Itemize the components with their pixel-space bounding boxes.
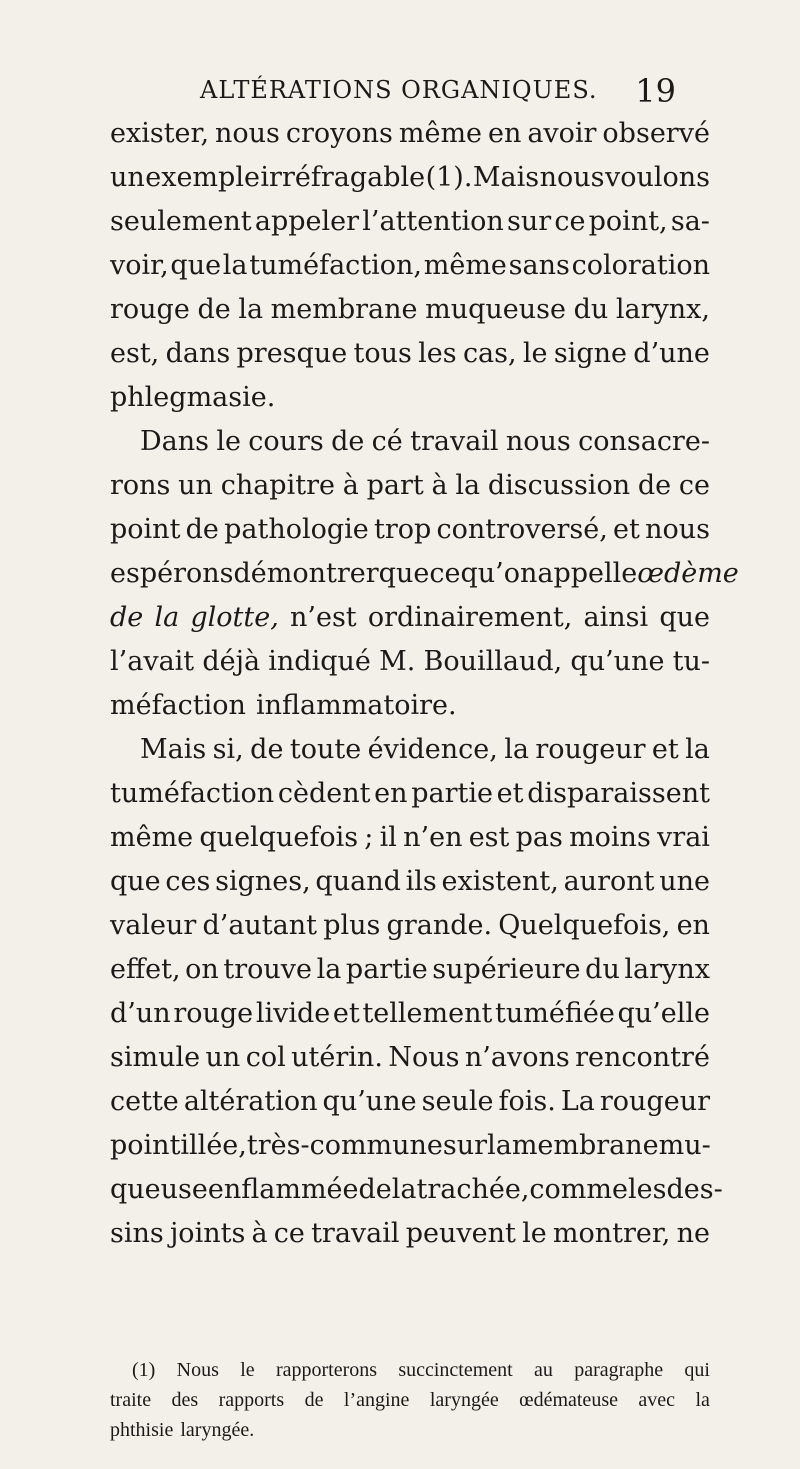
word: signe: [553, 338, 627, 369]
word: si,: [212, 734, 244, 765]
word: avoir: [527, 118, 597, 149]
word: sa-: [670, 206, 710, 237]
word: de: [358, 1174, 392, 1205]
word: même: [398, 118, 483, 149]
text-line: [110, 640, 710, 684]
word: que: [378, 558, 430, 589]
word: presque: [236, 338, 348, 369]
word: et: [613, 514, 640, 545]
word: discussion: [487, 470, 631, 501]
word: déjà: [202, 646, 261, 677]
word: traite: [110, 1389, 152, 1411]
word: muqueuse: [425, 294, 566, 325]
text-line: [110, 596, 710, 640]
body-text: [110, 112, 739, 1256]
word: auront: [563, 866, 655, 897]
word: la: [685, 734, 710, 765]
word: évidence,: [367, 734, 498, 765]
text-line: [110, 1036, 710, 1080]
word: tu-: [672, 646, 710, 677]
word: observé: [602, 118, 710, 149]
word: altération: [183, 1086, 318, 1117]
word: cèdent: [277, 778, 371, 809]
word: la: [455, 470, 481, 501]
footnote: [110, 1355, 710, 1445]
text-line: [110, 332, 710, 376]
text-line: [110, 552, 739, 596]
word: œdémateuse: [519, 1389, 618, 1411]
word: n’avons: [464, 1042, 570, 1073]
word: de: [304, 1389, 324, 1411]
word: peuvent: [405, 1218, 516, 1249]
word: les: [418, 338, 457, 369]
word: et: [651, 734, 679, 765]
word: comme: [529, 1174, 628, 1205]
word: utérin.: [291, 1042, 383, 1073]
word: l’avait: [110, 646, 195, 677]
word: même: [423, 250, 507, 281]
word: (1): [132, 1359, 156, 1381]
word: trouve: [223, 954, 313, 985]
text-line: [110, 508, 710, 552]
word: quand: [315, 866, 401, 897]
word: partie: [411, 778, 493, 809]
word: rons: [110, 470, 171, 501]
word: laryngée: [429, 1389, 499, 1411]
word: d’une: [633, 338, 710, 369]
text-line: [110, 112, 710, 156]
page-header: [0, 70, 800, 110]
word: voir,: [110, 250, 169, 281]
word: Nous: [388, 1042, 460, 1073]
word: la: [504, 734, 529, 765]
word: que: [659, 602, 710, 633]
word: ce: [554, 206, 586, 237]
word: en: [676, 910, 710, 941]
word: chapitre: [220, 470, 335, 501]
word: moins: [569, 822, 651, 853]
word: que: [170, 250, 222, 281]
text-line: [110, 948, 710, 992]
word: la: [316, 954, 342, 985]
text-line: [110, 1168, 723, 1212]
word: n’en: [403, 822, 463, 853]
word: point: [110, 514, 181, 545]
word: de: [197, 294, 231, 325]
word: sins: [110, 1218, 164, 1249]
word: ils: [405, 866, 437, 897]
word: nous: [645, 514, 710, 545]
text-line: [110, 1080, 710, 1124]
word: partie: [345, 954, 428, 985]
text-line: [110, 200, 710, 244]
word: montrer,: [552, 1218, 671, 1249]
word: un: [110, 162, 145, 193]
word: espérons: [110, 558, 234, 589]
word: valeur: [110, 910, 197, 941]
paragraph: [110, 112, 710, 420]
word: effet,: [110, 954, 181, 985]
word: cé: [371, 426, 403, 457]
word: rapports: [218, 1389, 285, 1411]
word: enflammée: [207, 1174, 359, 1205]
word: l’angine: [343, 1389, 410, 1411]
word: tuméfaction: [110, 778, 275, 809]
text-line: [110, 420, 710, 464]
word: qu’une: [570, 646, 665, 677]
text-line: [110, 772, 710, 816]
word: le: [216, 426, 241, 457]
word: trachée,: [416, 1174, 530, 1205]
word: grande.: [386, 910, 493, 941]
word: tuméfiée: [495, 998, 615, 1029]
text-line: [110, 860, 710, 904]
word: mu-: [658, 1130, 711, 1161]
word: il: [379, 822, 397, 853]
word: pointillée,: [110, 1130, 247, 1161]
word: appelle: [537, 558, 638, 589]
text-line: [110, 244, 710, 288]
word: pathologie: [224, 514, 369, 545]
word: des: [171, 1389, 199, 1411]
word: travail: [311, 1218, 400, 1249]
word: des-: [666, 1174, 723, 1205]
word: seule: [421, 1086, 494, 1117]
word: cas,: [462, 338, 517, 369]
word: dans: [165, 338, 231, 369]
word: nous: [539, 162, 605, 193]
word: sans: [508, 250, 570, 281]
text-line: [110, 992, 710, 1036]
text-line: [110, 816, 710, 860]
word: on: [185, 954, 219, 985]
word: méfaction: [110, 690, 246, 721]
word: rapporterons: [275, 1359, 378, 1381]
word: exemple: [145, 162, 260, 193]
word: du: [585, 954, 620, 985]
word: très-commune: [246, 1130, 443, 1161]
word: rencontré: [575, 1042, 710, 1073]
word: appeler: [254, 206, 360, 237]
word: supérieure: [432, 954, 581, 985]
text-line: [110, 728, 710, 772]
text-line: [110, 376, 710, 420]
word: est,: [110, 338, 160, 369]
word: phthisie: [110, 1419, 174, 1441]
word: cours: [248, 426, 324, 457]
word: point,: [588, 206, 668, 237]
word: laryngée.: [180, 1419, 255, 1441]
word: n’est: [290, 602, 357, 633]
word: Mais: [472, 162, 540, 193]
word: le: [522, 338, 548, 369]
word: irréfragable: [260, 162, 426, 193]
word: une: [659, 866, 710, 897]
word: de: [110, 602, 144, 633]
word: tellement: [362, 998, 493, 1029]
word: ce: [429, 558, 461, 589]
word: coloration: [571, 250, 710, 281]
word: Mais: [140, 734, 207, 765]
word: de: [250, 734, 284, 765]
word: du: [573, 294, 609, 325]
word: nous: [215, 118, 280, 149]
word: le: [240, 1359, 255, 1381]
word: à: [342, 470, 359, 501]
word: seulement: [110, 206, 252, 237]
word: Nous: [176, 1359, 219, 1381]
word: queuse: [110, 1174, 208, 1205]
text-line: [110, 464, 710, 508]
word: cette: [110, 1086, 179, 1117]
word: la: [487, 1130, 512, 1161]
word: à: [431, 470, 448, 501]
word: la: [695, 1389, 710, 1411]
word: même: [110, 822, 194, 853]
text-line: [110, 1124, 710, 1168]
word: plus: [323, 910, 381, 941]
word: Quelquefois,: [498, 910, 671, 941]
word: col: [245, 1042, 286, 1073]
word: ainsi: [583, 602, 649, 633]
word: ce: [273, 1218, 305, 1249]
word: M.: [379, 646, 416, 677]
word: existent,: [441, 866, 559, 897]
text-line: [110, 288, 710, 332]
word: rougeur: [599, 1086, 710, 1117]
word: travail: [410, 426, 499, 457]
paragraph: [110, 728, 723, 1256]
word: de: [331, 426, 365, 457]
page-number: 19: [635, 72, 676, 110]
word: à: [251, 1218, 268, 1249]
word: sur: [442, 1130, 488, 1161]
word: ;: [364, 822, 374, 853]
word: voulons: [604, 162, 710, 193]
word: un: [178, 470, 213, 501]
word: qu’on: [460, 558, 538, 589]
word: phlegmasie.: [110, 382, 276, 413]
word: la: [391, 1174, 417, 1205]
footnote-line: [110, 1415, 710, 1445]
word: avec: [638, 1389, 676, 1411]
word: part: [366, 470, 424, 501]
word: rouge: [173, 998, 254, 1029]
word: La: [560, 1086, 595, 1117]
word: toute: [289, 734, 362, 765]
word: controversé,: [436, 514, 608, 545]
word: l’attention: [362, 206, 504, 237]
word: qu’une: [322, 1086, 417, 1117]
word: d’un: [110, 998, 171, 1029]
word: sur: [506, 206, 552, 237]
word: croyons: [285, 118, 393, 149]
word: quelquefois: [199, 822, 359, 853]
word: qui: [684, 1359, 710, 1381]
word: ordinairement,: [367, 602, 573, 633]
word: pas: [515, 822, 563, 853]
word: joints: [169, 1218, 246, 1249]
word: succinctement: [398, 1359, 513, 1381]
footnote-line: [110, 1355, 710, 1385]
running-title: ALTÉRATIONS ORGANIQUES.: [200, 76, 598, 104]
text-line: [110, 684, 710, 728]
word: œdème: [637, 558, 739, 589]
word: Dans: [140, 426, 209, 457]
word: indiqué: [268, 646, 371, 677]
word: et: [496, 778, 524, 809]
word: et: [332, 998, 360, 1029]
word: les: [627, 1174, 667, 1205]
word: ce: [678, 470, 710, 501]
word: ne: [676, 1218, 710, 1249]
word: démontrer: [233, 558, 379, 589]
word: de: [185, 514, 219, 545]
word: signes,: [215, 866, 311, 897]
word: vrai: [657, 822, 710, 853]
word: en: [374, 778, 408, 809]
word: Bouillaud,: [423, 646, 563, 677]
word: la: [154, 602, 180, 633]
word: membrane: [270, 294, 418, 325]
paragraph: [110, 420, 739, 728]
word: glotte,: [190, 602, 279, 633]
word: que: [110, 866, 161, 897]
word: tous: [353, 338, 412, 369]
word: qu’elle: [617, 998, 710, 1029]
word: tuméfaction,: [249, 250, 423, 281]
word: inflammatoire.: [255, 690, 457, 721]
word: larynx,: [615, 294, 710, 325]
word: un: [205, 1042, 241, 1073]
word: d’autant: [202, 910, 317, 941]
word: la: [222, 250, 248, 281]
word: fois.: [498, 1086, 556, 1117]
word: le: [522, 1218, 547, 1249]
word: livide: [255, 998, 331, 1029]
word: paragraphe: [574, 1359, 664, 1381]
word: rouge: [110, 294, 190, 325]
word: la: [238, 294, 264, 325]
word: est: [468, 822, 510, 853]
word: (1).: [425, 162, 473, 193]
text-line: [110, 904, 710, 948]
word: disparaissent: [527, 778, 710, 809]
footnote-line: [110, 1385, 710, 1415]
word: en: [487, 118, 522, 149]
word: rougeur: [535, 734, 646, 765]
word: nous: [505, 426, 571, 457]
word: au: [534, 1359, 553, 1381]
word: simule: [110, 1042, 201, 1073]
word: membrane: [511, 1130, 659, 1161]
word: consacre-: [578, 426, 710, 457]
word: de: [637, 470, 672, 501]
word: ces: [165, 866, 211, 897]
word: exister,: [110, 118, 210, 149]
word: trop: [373, 514, 432, 545]
text-line: [110, 1212, 710, 1256]
text-line: [110, 156, 710, 200]
word: larynx: [624, 954, 710, 985]
